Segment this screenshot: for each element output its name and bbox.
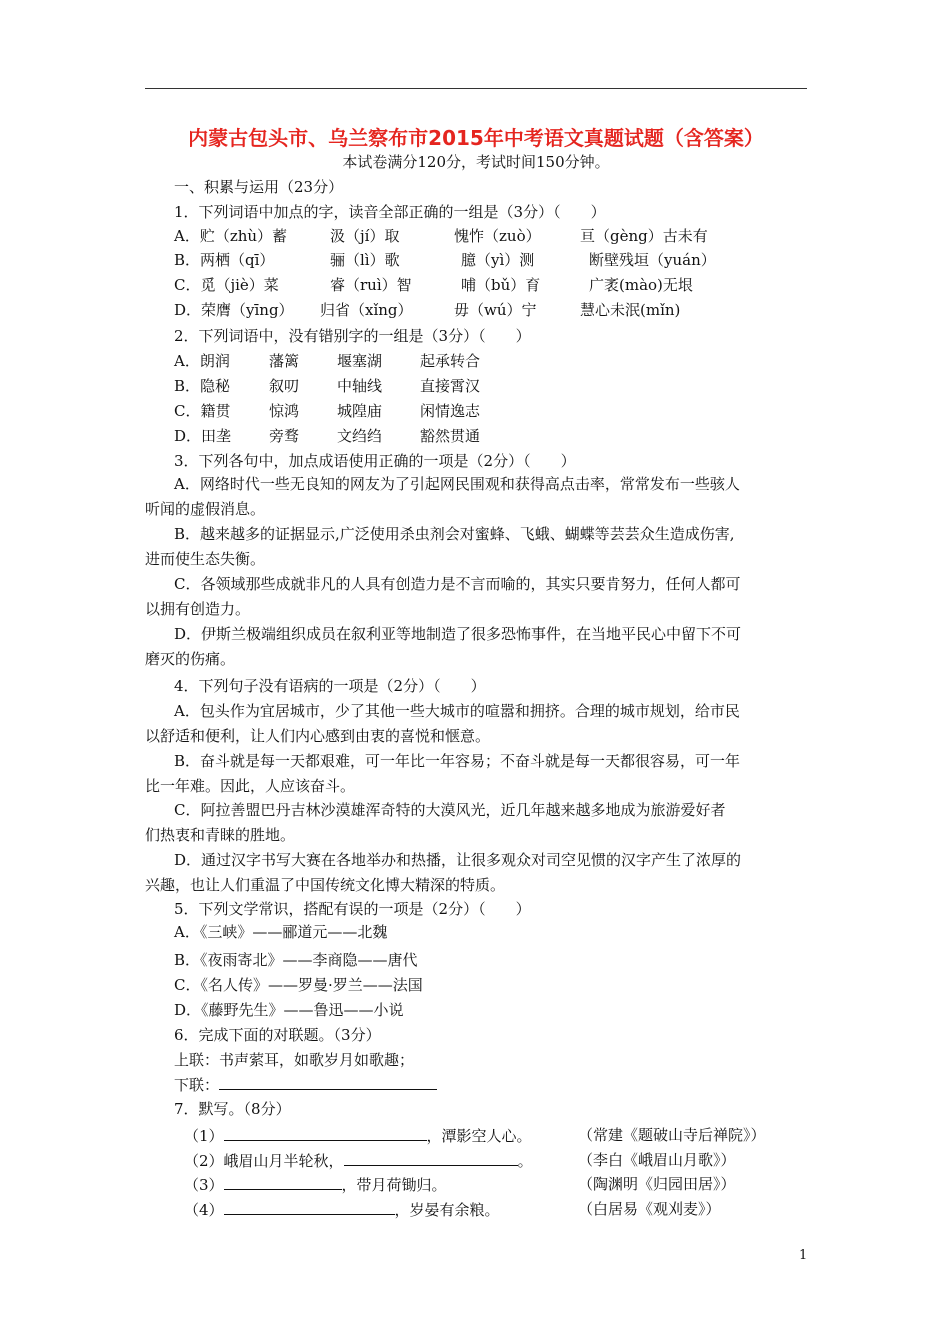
q1-option-c-2: 睿（ruì）智: [330, 276, 412, 294]
q1-option-a-4: 亘（gèng）古未有: [580, 227, 708, 245]
q2-option-c-3: 城隍庙: [337, 402, 383, 420]
q2-option-b-3: 中轴线: [337, 377, 383, 395]
q4-line: 比一年难。因此，人应该奋斗。: [145, 777, 356, 795]
q2-option-d-2: 旁骛: [269, 427, 300, 445]
q5-stem: 5．下列文学常识，搭配有误的一项是（2分）（ ）: [174, 900, 531, 918]
q4-line: D．通过汉字书写大赛在各地举办和热播，让很多观众对司空见惯的汉字产生了浓厚的: [174, 851, 742, 869]
q1-option-a-3: 愧怍（zuò）: [454, 227, 541, 245]
dictation-source: （常建《题破山寺后禅院》）: [578, 1126, 766, 1144]
item-prefix: 峨眉山月半轮秋，: [223, 1152, 344, 1170]
q2-option-c-1: C．籍贯: [174, 402, 231, 420]
answer-blank[interactable]: [224, 1126, 427, 1141]
q3-line: 进而使生态失衡。: [145, 550, 266, 568]
exam-info: 本试卷满分120分，考试时间150分钟。: [342, 153, 610, 171]
item-suffix: 。: [517, 1152, 533, 1170]
q1-stem: 1．下列词语中加点的字，读音全部正确的一组是（3分）（ ）: [174, 203, 606, 221]
dictation-item: [184, 1126, 532, 1145]
item-suffix: ，带月荷锄归。: [341, 1176, 447, 1194]
q2-option-b-4: 直接霄汉: [420, 377, 481, 395]
answer-blank[interactable]: [224, 1175, 342, 1190]
item-number: （1）: [184, 1127, 224, 1145]
q1-option-d-2: 归省（xǐng）: [320, 301, 413, 319]
q5-option: D．《藤野先生》——鲁迅——小说: [174, 1001, 404, 1019]
q3-line: B．越来越多的证据显示,广泛使用杀虫剂会对蜜蜂、飞蛾、蝴蝶等芸芸众生造成伤害,: [174, 525, 735, 543]
q2-option-b-2: 叙叨: [269, 377, 300, 395]
dictation-item: [184, 1200, 500, 1219]
answer-blank[interactable]: [224, 1200, 395, 1215]
q2-stem: 2．下列词语中，没有错别字的一组是（3分）（ ）: [174, 327, 531, 345]
q1-option-b-1: B．两栖（qī）: [174, 251, 275, 269]
q3-line: A．网络时代一些无良知的网友为了引起网民围观和获得高点击率，常常发布一些骇人: [174, 475, 740, 493]
dictation-source: （白居易《观刈麦》）: [578, 1200, 721, 1218]
q1-option-c-3: 哺（bǔ）育: [461, 276, 541, 294]
q2-option-d-1: D．田垄: [174, 427, 232, 445]
q2-option-d-4: 豁然贯通: [420, 427, 481, 445]
q1-option-b-4: 断壁残垣（yuán）: [589, 251, 716, 269]
q4-stem: 4．下列句子没有语病的一项是（2分）（ ）: [174, 677, 486, 695]
q3-line: 听闻的虚假消息。: [145, 500, 266, 518]
item-suffix: ，潭影空人心。: [426, 1127, 532, 1145]
dictation-source: （李白《峨眉山月歌》）: [578, 1151, 736, 1169]
q4-line: C．阿拉善盟巴丹吉林沙漠雄浑奇特的大漠风光，近几年越来越多地成为旅游爱好者: [174, 801, 726, 819]
q5-option: C．《名人传》——罗曼·罗兰——法国: [174, 976, 423, 994]
q5-option: B．《夜雨寄北》——李商隐——唐代: [174, 951, 418, 969]
dictation-item: [184, 1175, 447, 1194]
couplet-lower-label: 下联：: [174, 1076, 220, 1094]
q3-line: C．各领域那些成就非凡的人具有创造力是不言而喻的，其实只要肯努力，任何人都可: [174, 575, 741, 593]
item-number: （3）: [184, 1176, 224, 1194]
q1-option-b-2: 骊（lì）歌: [330, 251, 400, 269]
q1-option-b-3: 臆（yì）测: [461, 251, 535, 269]
dictation-item: [184, 1151, 533, 1170]
q4-line: A．包头作为宜居城市，少了其他一些大城市的喧嚣和拥挤。合理的城市规划，给市民: [174, 702, 740, 720]
couplet-upper: 上联：书声萦耳，如歌岁月如歌趣；: [174, 1051, 415, 1069]
q5-option: A．《三峡》——郦道元——北魏: [174, 923, 388, 941]
q2-option-a-4: 起承转合: [420, 352, 481, 370]
page-title: 内蒙古包头市、乌兰察布市2015年中考语文真题试题（含答案）: [188, 126, 764, 150]
q1-option-a-1: A．贮（zhù）蓄: [174, 227, 288, 245]
q2-option-a-3: 堰塞湖: [337, 352, 383, 370]
q2-option-b-1: B．隐秘: [174, 377, 231, 395]
q3-line: 以拥有创造力。: [145, 600, 251, 618]
q2-option-c-2: 惊鸿: [269, 402, 300, 420]
q3-line: 磨灭的伤痛。: [145, 650, 236, 668]
q1-option-d-4: 慧心未泯(mǐn): [580, 301, 681, 319]
q2-option-a-1: A．朗润: [174, 352, 230, 370]
q2-option-c-4: 闲情逸志: [420, 402, 481, 420]
q1-option-d-1: D．荣膺（yīng）: [174, 301, 294, 319]
q1-option-d-3: 毋（wú）宁: [454, 301, 537, 319]
item-number: （2）: [184, 1152, 224, 1170]
q7-stem: 7．默写。（8分）: [174, 1100, 291, 1118]
q2-option-d-3: 文绉绉: [337, 427, 383, 445]
q4-line: B．奋斗就是每一天都艰难，可一年比一年容易；不奋斗就是每一天都很容易，可一年: [174, 752, 741, 770]
q6-stem: 6．完成下面的对联题。（3分）: [174, 1026, 381, 1044]
q4-line: 兴趣，也让人们重温了中国传统文化博大精深的特质。: [145, 876, 506, 894]
q2-option-a-2: 藩篱: [269, 352, 300, 370]
q1-option-c-4: 广袤(mào)无垠: [589, 276, 693, 294]
q1-option-a-2: 汲（jí）取: [330, 227, 400, 245]
item-suffix: ，岁晏有余粮。: [394, 1201, 500, 1219]
q3-stem: 3．下列各句中，加点成语使用正确的一项是（2分）（ ）: [174, 452, 576, 470]
header-rule: [145, 88, 807, 89]
q1-option-c-1: C．觅（jiè）菜: [174, 276, 279, 294]
couplet-lower: [174, 1075, 437, 1094]
answer-blank[interactable]: [219, 1075, 437, 1090]
item-number: （4）: [184, 1201, 224, 1219]
section-heading: 一、积累与运用（23分）: [174, 178, 344, 196]
q4-line: 们热衷和青睐的胜地。: [145, 826, 296, 844]
q3-line: D．伊斯兰极端组织成员在叙利亚等地制造了很多恐怖事件，在当地平民心中留下不可: [174, 625, 742, 643]
q4-line: 以舒适和便利，让人们内心感到由衷的喜悦和惬意。: [145, 727, 491, 745]
dictation-source: （陶渊明《归园田居》）: [578, 1175, 736, 1193]
answer-blank[interactable]: [344, 1151, 518, 1166]
page-number: 1: [799, 1248, 808, 1263]
